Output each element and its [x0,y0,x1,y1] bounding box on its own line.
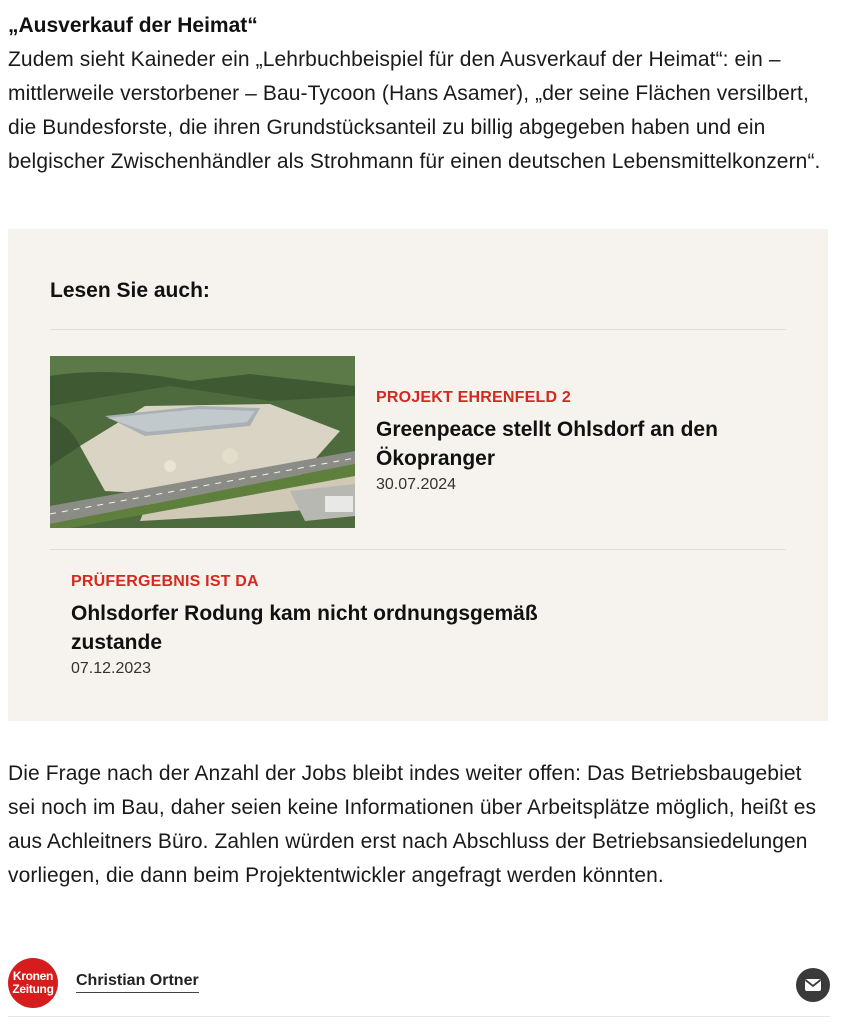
teaser-date: 30.07.2024 [376,476,457,493]
article-paragraph: Die Frage nach der Anzahl der Jobs bleibt indes weiter offen: Das Betriebsbaugebiet sei noch im Bau, daher seien keine Informationen über Arbeitsplätze möglich, heißt es aus Achleitners Büro. Zahlen würden erst nach Abschluss der Betriebsansiedelungen vorliegen, die dann beim Projektentwickler angefragt werden könnten. [8,762,817,887]
author-name-link[interactable]: Christian Ortner [76,972,199,993]
teaser-headline-link[interactable]: Greenpeace stellt Ohlsdorf an den Ökopranger [376,418,718,470]
article-paragraph: Zudem sieht Kaineder ein „Lehrbuchbeispiel für den Ausverkauf der Heimat“: ein – mittlerweile verstorbener – Bau-Tycoon (Hans Asamer), „der seine Flächen versilbert, die Bundesforste, die ihren Grundstücksanteil zu billig abgegeben haben und ein belgischer Zwischenhändler als Strohmann für einen deutschen Lebensmittelkonzern“. [8,48,821,173]
aerial-photo-warehouse-construction-site [50,356,355,528]
teaser-kicker: PROJEKT EHRENFELD 2 [376,389,571,406]
related-article-2[interactable] [71,571,631,680]
divider [50,549,786,550]
contact-author-button[interactable] [796,968,830,1002]
logo-text-line: Zeitung [12,982,54,996]
teaser-headline-link[interactable]: Ohlsdorfer Rodung kam nicht ordnungsgemäß zustande [71,602,538,654]
teaser-image[interactable] [50,356,355,528]
teaser-kicker: PRÜFERGEBNIS IST DA [71,573,259,590]
teaser-date: 07.12.2023 [71,660,152,677]
divider [50,329,786,330]
section-subheading: „Ausverkauf der Heimat“ [8,14,258,37]
logo-text-line: Kronen [12,969,54,983]
krone-logo[interactable] [8,958,58,1008]
author-row [8,958,830,1008]
mail-icon [796,968,830,1002]
divider [8,1016,830,1017]
related-articles-title: Lesen Sie auch: [50,279,210,302]
related-article-1[interactable] [376,387,776,496]
related-articles-box [8,229,828,721]
